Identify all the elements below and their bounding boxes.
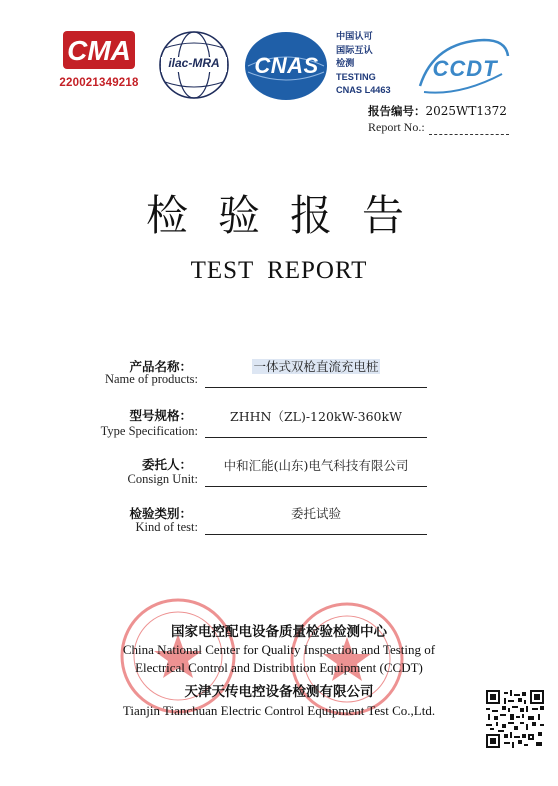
red-seal-stamp-right	[288, 600, 406, 718]
ilac-mra-logo	[155, 30, 233, 100]
field-underline	[205, 437, 427, 438]
cnas-info-line: TESTING	[336, 71, 376, 82]
field-value-type-spec: ZHHN（ZL)-120kW-360kW	[230, 409, 402, 424]
cnas-logo	[244, 30, 329, 102]
field-label-product-name-cn: 产品名称：	[129, 359, 192, 374]
field-value-kind-of-test: 委托试验	[290, 506, 341, 521]
org-name-cn: 国家电控配电设备质量检验检测中心	[171, 624, 387, 640]
cnas-info-line: 检测	[336, 58, 355, 68]
page-title-en: TEST REPORT	[190, 257, 368, 284]
ilac-mra-text: ilac-MRA	[168, 56, 220, 70]
field-label-consign-unit-cn: 委托人：	[141, 457, 192, 472]
cnas-accreditation-info	[336, 30, 391, 98]
cma-mark-icon	[62, 30, 136, 70]
field-label-kind-of-test-cn: 检验类别：	[129, 506, 192, 521]
field-underline	[205, 534, 427, 535]
org-name-en-line2: Electrical Control and Distribution Equipment (CCDT)	[135, 660, 423, 675]
cnas-info-line: 国际互认	[336, 44, 373, 55]
ccdt-text: CCDT	[432, 56, 498, 81]
field-label-type-spec-en: Type Specification:	[100, 424, 198, 438]
cnas-info-line: CNAS L4463	[336, 85, 391, 95]
field-label-type-spec-cn: 型号规格：	[129, 408, 192, 423]
svg-text:CMA: CMA	[67, 35, 131, 66]
report-number	[368, 103, 507, 119]
field-value-consign-unit: 中和汇能(山东)电气科技有限公司	[223, 458, 409, 473]
field-value-product-name	[205, 357, 427, 375]
ccdt-logo	[414, 34, 510, 98]
cma-number: 220021349218	[59, 77, 139, 89]
field-underline	[205, 387, 427, 388]
org-name-en-line1: China National Center for Quality Inspection and Testing of	[122, 642, 436, 657]
report-number-value: 2025WT1372	[425, 104, 507, 118]
cnas-text: CNAS	[254, 53, 319, 78]
company-name-en: Tianjin Tianchuan Electric Control Equipment Test Co.,Ltd.	[122, 703, 436, 718]
report-number-label-en: Report No.:	[368, 120, 425, 134]
product-name-text: 一体式双枪直流充电桩	[253, 359, 379, 374]
qr-code-icon	[486, 690, 544, 748]
field-label-kind-of-test-en: Kind of test:	[135, 520, 198, 534]
field-label-consign-unit-en: Consign Unit:	[127, 472, 198, 486]
field-label-product-name-en: Name of products:	[104, 372, 198, 386]
cma-logo	[56, 30, 142, 92]
cnas-info-line: 中国认可	[336, 31, 373, 41]
field-underline	[205, 486, 427, 487]
report-number-label-cn: 报告编号：	[368, 104, 426, 118]
report-number-underline	[429, 134, 509, 135]
company-name-cn: 天津天传电控设备检测有限公司	[184, 684, 374, 700]
page-title-cn: 检验报告	[145, 191, 434, 240]
